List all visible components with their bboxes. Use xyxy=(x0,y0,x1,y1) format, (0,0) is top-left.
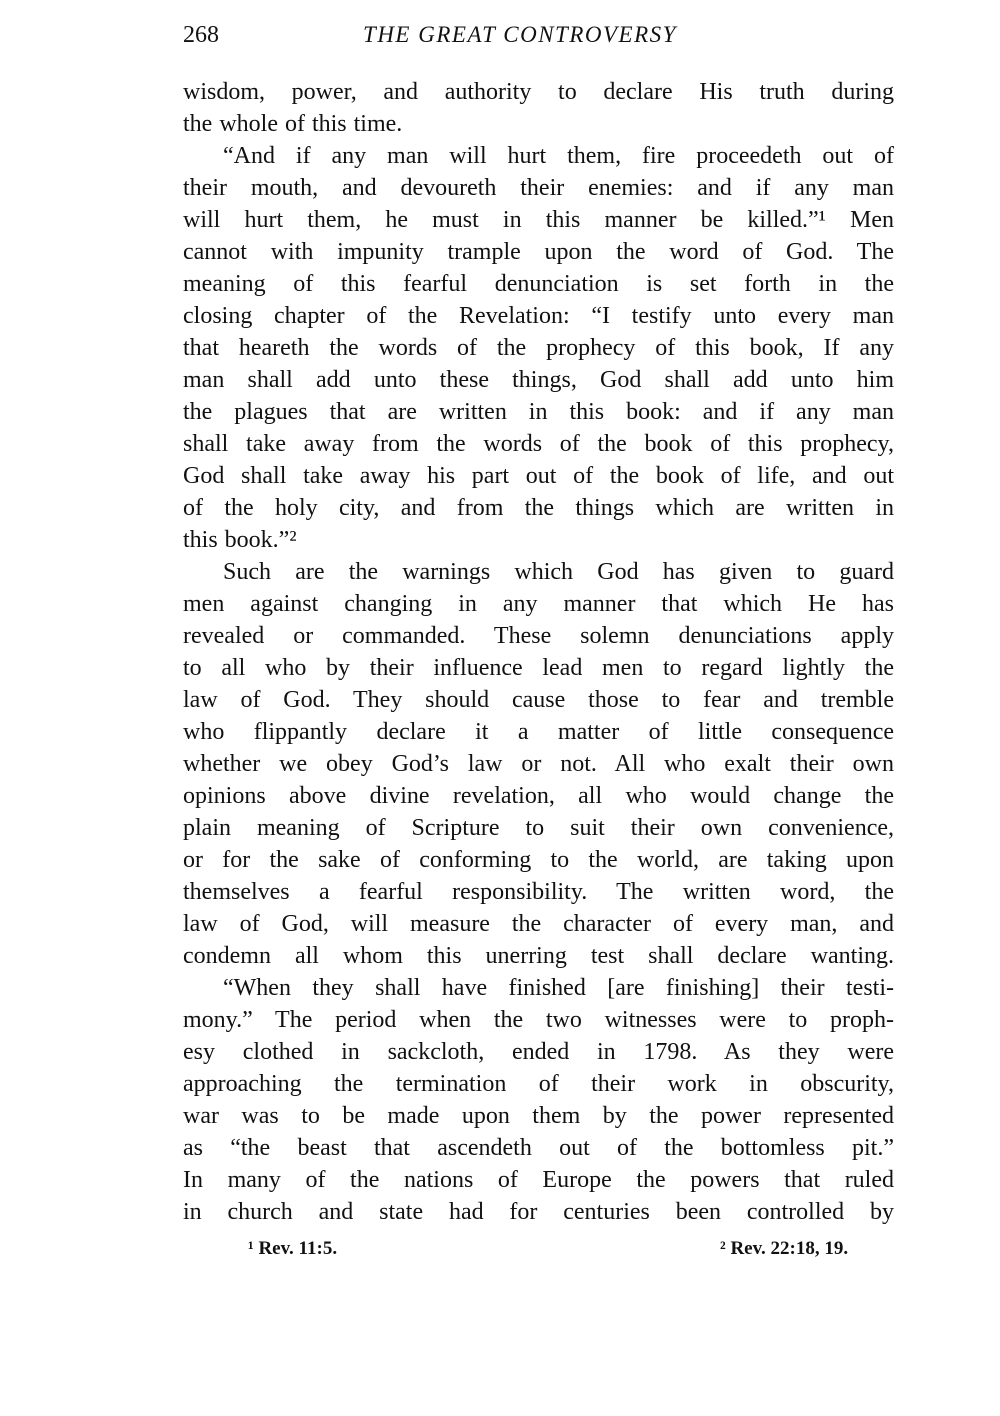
footnote-1: ¹ Rev. 11:5. xyxy=(248,1238,338,1259)
running-title: THE GREAT CONTROVERSY xyxy=(363,22,677,47)
text-line: condemn all whom this unerring test shall declare wanting. xyxy=(183,943,894,969)
text-line: shall take away from the words of the book of this prophecy, xyxy=(183,431,894,457)
text-line: or for the sake of conforming to the world, are taking upon xyxy=(183,847,894,873)
text-line: the whole of this time. xyxy=(183,111,403,137)
text-line: to all who by their influence lead men to regard lightly the xyxy=(183,655,894,681)
text-line: of the holy city, and from the things which are written in xyxy=(183,495,894,521)
text-line: themselves a fearful responsibility. The written word, the xyxy=(183,879,894,905)
text-line: this book.”² xyxy=(183,527,297,553)
text-line: as “the beast that ascendeth out of the bottomless pit.” xyxy=(183,1135,894,1161)
text-line: law of God, will measure the character of every man, and xyxy=(183,911,894,937)
text-line: wisdom, power, and authority to declare His truth during xyxy=(183,79,894,105)
text-line: “When they shall have finished [are finishing] their testi- xyxy=(223,975,894,1001)
text-line: approaching the termination of their work in obscurity, xyxy=(183,1071,894,1097)
text-line: in church and state had for centuries been controlled by xyxy=(183,1199,894,1225)
text-line: men against changing in any manner that which He has xyxy=(183,591,894,617)
text-line: that heareth the words of the prophecy of this book, If any xyxy=(183,335,894,361)
text-line: God shall take away his part out of the book of life, and out xyxy=(183,463,894,489)
text-line: man shall add unto these things, God shall add unto him xyxy=(183,367,894,393)
text-line: the plagues that are written in this book: and if any man xyxy=(183,399,894,425)
text-line: who flippantly declare it a matter of little consequence xyxy=(183,719,894,745)
text-line: closing chapter of the Revelation: “I testify unto every man xyxy=(183,303,894,329)
text-line: In many of the nations of Europe the powers that ruled xyxy=(183,1167,894,1193)
text-line: war was to be made upon them by the power represented xyxy=(183,1103,894,1129)
text-line: whether we obey God’s law or not. All who exalt their own xyxy=(183,751,894,777)
text-line: their mouth, and devoureth their enemies: and if any man xyxy=(183,175,894,201)
text-line: will hurt them, he must in this manner be killed.”¹ Men xyxy=(183,207,894,233)
page-number: 268 xyxy=(183,22,219,48)
body-text xyxy=(183,76,894,1228)
footnote-2: ² Rev. 22:18, 19. xyxy=(720,1238,849,1259)
text-line: opinions above divine revelation, all who would change the xyxy=(183,783,894,809)
text-line: plain meaning of Scripture to suit their own convenience, xyxy=(183,815,894,841)
text-line: cannot with impunity trample upon the word of God. The xyxy=(183,239,894,265)
text-line: meaning of this fearful denunciation is set forth in the xyxy=(183,271,894,297)
text-line: Such are the warnings which God has given to guard xyxy=(223,559,894,585)
text-line: law of God. They should cause those to fear and tremble xyxy=(183,687,894,713)
text-line: revealed or commanded. These solemn denunciations apply xyxy=(183,623,894,649)
text-line: mony.” The period when the two witnesses were to proph- xyxy=(183,1007,894,1033)
text-line: “And if any man will hurt them, fire proceedeth out of xyxy=(223,143,894,169)
text-line: esy clothed in sackcloth, ended in 1798. As they were xyxy=(183,1039,894,1065)
